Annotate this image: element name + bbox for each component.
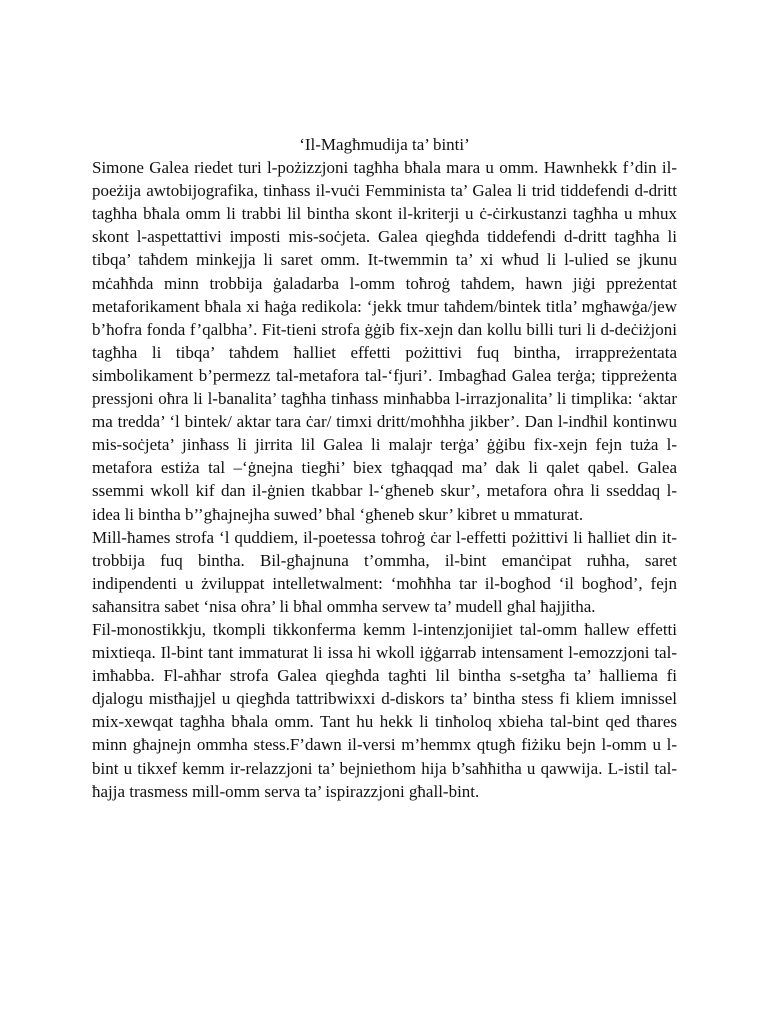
paragraph-3: Fil-monostikkju, tkompli tikkonferma kemm l-intenzjonijiet tal-omm ħallew effetti mixtieqa. Il-bint tant immaturat li issa hi wkoll iġġarrab intensament l-emozzjoni tal-imħabba. Fl-aħħar strofa Galea qiegħda tagħti lil bintha s-setgħa ta’ ħalliema fi djalogu mistħajjel u qiegħda tattribwixxi d-diskors ta’ bintha stess fi kliem imnissel mix-xewqat tagħha bħala omm. Tant hu hekk li tinħoloq xbieha tal-bint qed tħares minn għajnejn ommha stess.F’dawn il-versi m’hemmx qtugħ fiżiku bejn l-omm u l-bint u tikxef kemm ir-relazzjoni ta’ bejniethom hija b’saħħitha u qawwija. L-istil tal-ħajja trasmess mill-omm serva ta’ ispirazzjoni għall-bint. xyxy=(92,619,677,801)
document-title: ‘Il-Magħmudija ta’ binti’ xyxy=(299,135,470,154)
paragraph-1: Simone Galea riedet turi l-pożizzjoni tagħha bħala mara u omm. Hawnhekk f’din il-poeżija awtobijografika, tinħass il-vuċi Femminista ta’ Galea li trid tiddefendi d-dritt tagħha bħala omm li trabbi lil bintha skont il-kriterji u ċ-ċirkustanzi tagħha u mhux skont l-aspettattivi imposti mis-soċjeta. Galea qiegħda tiddefendi d-dritt tagħha li tibqa’ taħdem minkejja li saret omm. It-twemmin ta’ xi wħud li l-ulied se jkunu mċaħħda minn trobbija ġaladarba l-omm toħroġ taħdem, hawn jiġi ppreżentat metaforikament bħala xi ħaġa redikola: ‘jekk tmur taħdem/bintek titla’ mgħawġa/jew b’ħofra fonda f’qalbha’. Fit-tieni strofa ġġib fix-xejn dan kollu billi turi li d-deċiżjoni tagħha li tibqa’ taħdem ħalliet effetti pożittivi fuq bintha, irrappreżentata simbolikament b’permezz tal-metafora tal-‘fjuri’. Imbagħad Galea terġa; tippreżenta pressjoni oħra li l-banalita’ tagħha tinħass minħabba l-irrazjonalita’ li timplika: ‘aktar ma tredda’ ‘l bintek/ aktar tara ċar/ timxi dritt/moħħha jikber’. Dan l-indħil kontinwu mis-soċjeta’ jinħass li jirrita lil Galea li malajr terġa’ ġġibu fix-xejn fejn tuża l-metafora estiża tal –‘ġnejna tiegħi’ biex tgħaqqad ma’ dak li qalet qabel. Galea ssemmi wkoll kif dan il-ġnien tkabbar l-‘għeneb skur’, metafora oħra li sseddaq l-idea li bintha b’’għajnejha suwed’ bħal ‘għeneb skur’ kibret u mmaturat. xyxy=(92,158,677,524)
document-page xyxy=(92,133,677,803)
paragraph-2: Mill-ħames strofa ‘l quddiem, il-poetessa toħroġ ċar l-effetti pożittivi li ħalliet din it-trobbija fuq bintha. Bil-għajnuna t’ommha, il-bint emanċipat ruħha, saret indipendenti u żviluppat intelletwalment: ‘moħħha tar il-bogħod ‘il bogħod’, fejn saħansitra sabet ‘nisa oħra’ li bħal ommha servew ta’ mudell għal ħajjitha. xyxy=(92,527,677,616)
